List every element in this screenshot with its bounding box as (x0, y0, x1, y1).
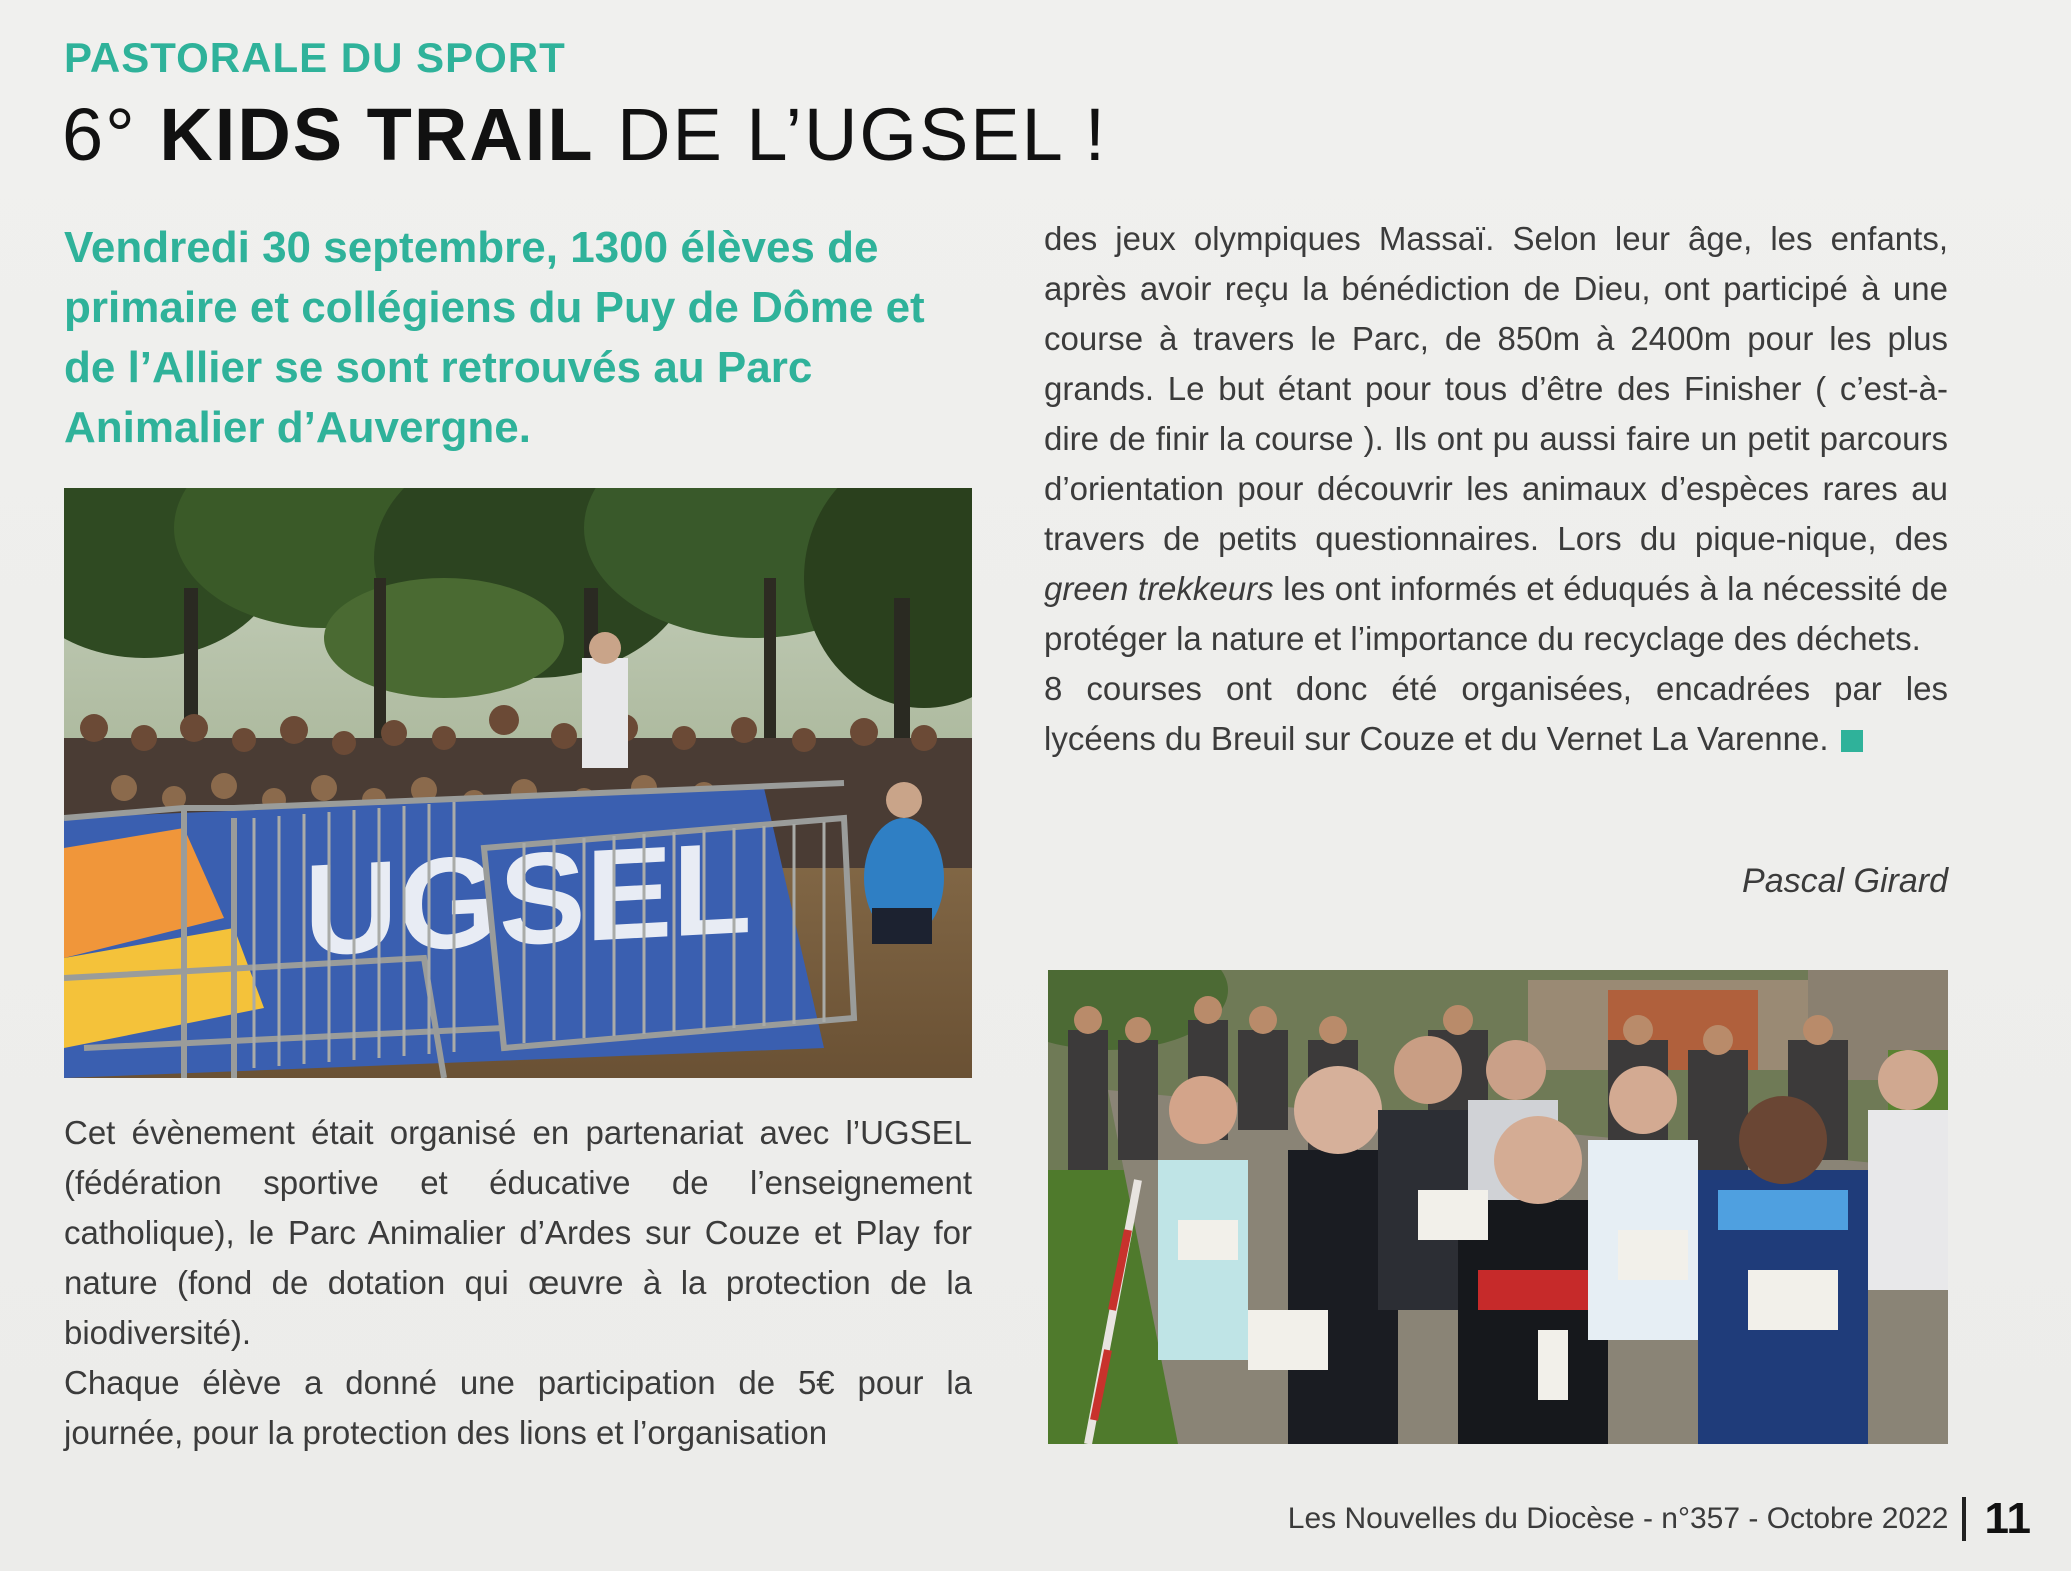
title-prefix: 6° (62, 93, 160, 176)
column-2-paragraph-1-start: des jeux olympiques Massaï. Selon leur âge, les enfants, après avoir reçu la bénédiction de Dieu, ont participé à une course à travers le Parc, de 850m à 2400m pour les plus grands. Le but étant pour tous d’être des Finisher ( c’est-à-dire de finir la course ). Ils ont pu aussi faire un petit parcours d’orientation pour découvrir les animaux d’espèces rares au travers de petits questionnaires. Lors du pique-nique, des (1044, 220, 1948, 557)
publication-info: Les Nouvelles du Diocèse - n°357 - Octobre 2022 (1287, 1502, 1949, 1535)
column-1-paragraph-2: Chaque élève a donné une participation de 5€ pour la journée, pour la protection des lions et l’organisation (64, 1364, 972, 1451)
column-2-text (1044, 214, 1948, 764)
article-title (62, 92, 1107, 177)
column-2-paragraph-2 (1044, 664, 1948, 764)
green-trekkeurs-italic: green trekkeurs (1044, 570, 1274, 607)
page-footer (1288, 1494, 2031, 1544)
banner-ugsel-text: UGSEL (304, 814, 752, 984)
author-signature: Pascal Girard (1742, 862, 1948, 900)
column-2-paragraph-1 (1044, 214, 1948, 664)
column-1-text (64, 1108, 972, 1458)
title-bold: KIDS TRAIL (159, 93, 595, 176)
column-1-paragraph-1: Cet évènement était organisé en partenariat avec l’UGSEL (fédération sportive et éducative de l’enseignement catholique), le Parc Animalier d’Ardes sur Couze et Play for nature (fond de dotation qui œuvre à la protection de la biodiversité). (64, 1114, 972, 1351)
article-end-square-icon (1841, 730, 1863, 752)
photo-children-running (1048, 970, 1948, 1444)
section-rubric: PASTORALE DU SPORT (64, 34, 566, 81)
page-number: 11 (1984, 1494, 2031, 1543)
photo-ugsel-gathering (64, 488, 972, 1078)
footer-separator (1962, 1497, 1966, 1541)
photo-ugsel-illustration (64, 488, 972, 1078)
column-2-paragraph-1-end: les ont informés et éduqués à la nécessité de protéger la nature et l’importance du recyclage des déchets. (1044, 570, 1948, 657)
photo-running-illustration (1048, 970, 1948, 1444)
title-suffix: DE L’UGSEL ! (594, 93, 1108, 176)
column-2-paragraph-2-text: 8 courses ont donc été organisées, encadrées par les lycéens du Breuil sur Couze et du Vernet La Varenne. (1044, 670, 1948, 757)
article-lead: Vendredi 30 septembre, 1300 élèves de primaire et collégiens du Puy de Dôme et de l’Allier se sont retrouvés au Parc Animalier d’Auvergne. (64, 223, 925, 452)
